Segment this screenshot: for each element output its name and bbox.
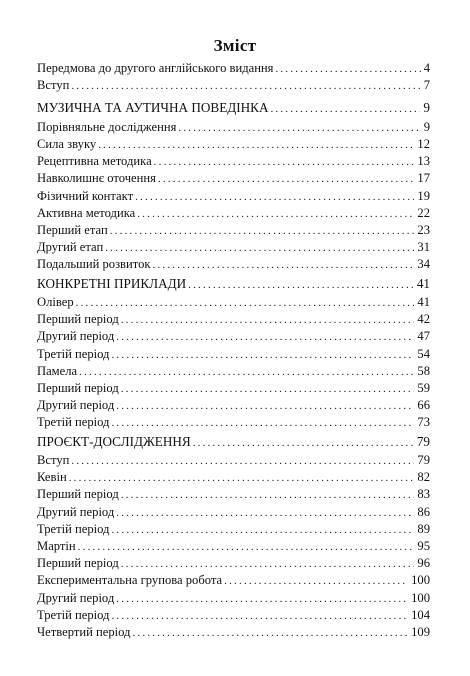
toc-entry-page: 41 — [416, 275, 430, 291]
dot-leader — [71, 78, 420, 95]
toc-entry[interactable] — [37, 363, 430, 380]
toc-entry-page: 59 — [417, 381, 430, 395]
toc-entry-page: 73 — [417, 415, 430, 430]
toc-entry-label: Третій період — [37, 346, 110, 361]
dot-leader — [178, 120, 420, 137]
dot-leader — [193, 433, 414, 454]
dot-leader — [153, 257, 415, 274]
toc-section-label: ПРОЄКТ-ДОСЛІДЖЕННЯ — [37, 433, 191, 449]
dot-leader — [121, 381, 415, 398]
toc-entry-label: Другий період — [37, 590, 115, 605]
toc-entry-label: Активна методика — [37, 205, 136, 220]
toc-entry[interactable] — [37, 311, 430, 328]
toc-entry-page: 104 — [411, 607, 430, 622]
dot-leader — [116, 398, 414, 415]
dot-leader — [78, 539, 415, 556]
toc-entry-page: 83 — [417, 487, 430, 502]
dot-leader — [132, 625, 408, 642]
toc-entry-label: Вступ — [37, 78, 70, 93]
toc-entry-page: 23 — [417, 223, 430, 237]
toc-entry[interactable] — [37, 256, 430, 273]
dot-leader — [270, 99, 420, 120]
toc-section-heading[interactable] — [37, 98, 430, 119]
toc-entry-page: 22 — [417, 205, 430, 220]
toc-section-heading[interactable] — [37, 432, 430, 453]
toc-entry-page: 19 — [417, 188, 430, 203]
toc-entry[interactable] — [37, 521, 430, 538]
toc-entry[interactable] — [37, 119, 430, 136]
dot-leader — [188, 275, 414, 296]
toc-entry-label: Третій період — [37, 607, 110, 622]
toc-entry[interactable] — [37, 170, 430, 187]
toc-entry-label: Кевін — [37, 470, 67, 485]
toc-entry-page: 66 — [417, 398, 430, 413]
toc-entry[interactable] — [37, 469, 430, 486]
toc-entry-page: 47 — [417, 329, 430, 344]
toc-entry-page: 96 — [417, 556, 430, 571]
toc-entry-label: Другий період — [37, 398, 115, 413]
dot-leader — [121, 312, 415, 329]
dot-leader — [224, 573, 408, 590]
dot-leader — [69, 470, 415, 487]
toc-entry[interactable] — [37, 346, 430, 363]
dot-leader — [76, 295, 415, 312]
toc-entry-label: Третій період — [37, 521, 110, 536]
toc-section-label: МУЗИЧНА ТА АУТИЧНА ПОВЕДІНКА — [37, 100, 269, 116]
toc-entry[interactable] — [37, 222, 430, 239]
toc-section-heading[interactable] — [37, 274, 430, 295]
toc-entry-page: 58 — [417, 363, 430, 378]
toc-entry-label: Фізичний контакт — [37, 188, 134, 203]
toc-entry-page: 17 — [417, 171, 430, 186]
dot-leader — [116, 329, 414, 346]
dot-leader — [111, 415, 414, 432]
toc-entry[interactable] — [37, 624, 430, 641]
dot-leader — [98, 137, 414, 154]
toc-entry-page: 34 — [417, 257, 430, 272]
toc-entry[interactable] — [37, 188, 430, 205]
dot-leader — [79, 364, 414, 381]
toc-entry-label: Перший етап — [37, 223, 108, 237]
toc-entry-label: Передмова до другого англійського видання — [37, 61, 274, 75]
dot-leader — [105, 240, 414, 257]
dot-leader — [275, 61, 420, 78]
toc-entry-label: Навколишнє оточення — [37, 171, 156, 186]
toc-entry-page: 54 — [417, 346, 430, 361]
toc-section-label: КОНКРЕТНІ ПРИКЛАДИ — [37, 275, 187, 291]
toc-entry[interactable] — [37, 607, 430, 624]
dot-leader — [116, 505, 414, 522]
toc-entry-label: Експериментальна групова робота — [37, 573, 223, 588]
toc-entry-label: Перший період — [37, 312, 119, 327]
dot-leader — [111, 522, 414, 539]
dot-leader — [121, 556, 415, 573]
toc-entry[interactable] — [37, 153, 430, 170]
toc-entry-label: Третій період — [37, 415, 110, 430]
toc-entry-page: 41 — [417, 295, 430, 310]
toc-entry[interactable] — [37, 504, 430, 521]
toc-entry-label: Мартін — [37, 539, 76, 553]
dot-leader — [137, 206, 414, 223]
toc-entry-label: Другий період — [37, 504, 115, 519]
toc-entry[interactable] — [37, 397, 430, 414]
toc-entry[interactable] — [37, 380, 430, 397]
toc-entry[interactable] — [37, 239, 430, 256]
toc-entry[interactable] — [37, 205, 430, 222]
dot-leader — [116, 591, 408, 608]
dot-leader — [121, 487, 415, 504]
toc-entry[interactable] — [37, 77, 430, 94]
toc-entry[interactable] — [37, 452, 430, 469]
toc-list — [37, 60, 430, 641]
toc-entry-label: Другий період — [37, 329, 115, 344]
toc-entry-page: 12 — [417, 137, 430, 152]
toc-entry-page: 7 — [423, 78, 430, 93]
toc-entry-label: Другий етап — [37, 240, 104, 255]
toc-entry-page: 100 — [411, 590, 430, 605]
toc-entry-label: Подальший розвиток — [37, 257, 151, 272]
dot-leader — [158, 171, 415, 188]
toc-entry[interactable] — [37, 486, 430, 503]
toc-heading: Зміст — [213, 36, 257, 55]
dot-leader — [111, 347, 414, 364]
toc-entry[interactable] — [37, 60, 430, 77]
toc-entry-page: 82 — [417, 470, 430, 485]
toc-entry[interactable] — [37, 136, 430, 153]
toc-entry-label: Перший період — [37, 556, 119, 571]
toc-entry[interactable] — [37, 590, 430, 607]
toc-entry-page: 89 — [417, 521, 430, 536]
toc-entry-label: Вступ — [37, 453, 70, 468]
toc-entry-page: 95 — [417, 539, 430, 553]
toc-entry[interactable] — [37, 414, 430, 431]
toc-entry-page: 13 — [417, 154, 430, 169]
toc-entry-label: Олівер — [37, 295, 74, 310]
toc-entry-page: 109 — [411, 624, 430, 639]
dot-leader — [111, 608, 408, 625]
toc-entry[interactable] — [37, 294, 430, 311]
dot-leader — [110, 223, 415, 240]
toc-entry-page: 79 — [417, 453, 430, 468]
toc-entry-label: Четвертий період — [37, 624, 131, 639]
toc-entry-page: 79 — [416, 433, 430, 449]
toc-entry-label: Перший період — [37, 487, 119, 502]
toc-entry[interactable] — [37, 538, 430, 555]
toc-entry-label: Памела — [37, 363, 78, 378]
toc-entry-label: Рецептивна методика — [37, 154, 152, 169]
toc-entry[interactable] — [37, 555, 430, 572]
toc-entry-page: 31 — [417, 240, 430, 255]
toc-entry-page: 42 — [417, 312, 430, 327]
toc-entry-page: 4 — [423, 61, 430, 75]
toc-entry[interactable] — [37, 328, 430, 345]
dot-leader — [71, 453, 414, 470]
toc-entry-label: Сила звуку — [37, 137, 97, 152]
toc-entry-label: Перший період — [37, 381, 119, 395]
toc-entry-page: 100 — [411, 573, 430, 588]
toc-entry-label: Порівняльне дослідження — [37, 119, 177, 134]
toc-entry-page: 9 — [423, 100, 430, 116]
dot-leader — [154, 154, 415, 171]
dot-leader — [135, 189, 414, 206]
toc-entry[interactable] — [37, 572, 430, 589]
toc-entry-page: 9 — [423, 119, 430, 134]
toc-entry-page: 86 — [417, 504, 430, 519]
